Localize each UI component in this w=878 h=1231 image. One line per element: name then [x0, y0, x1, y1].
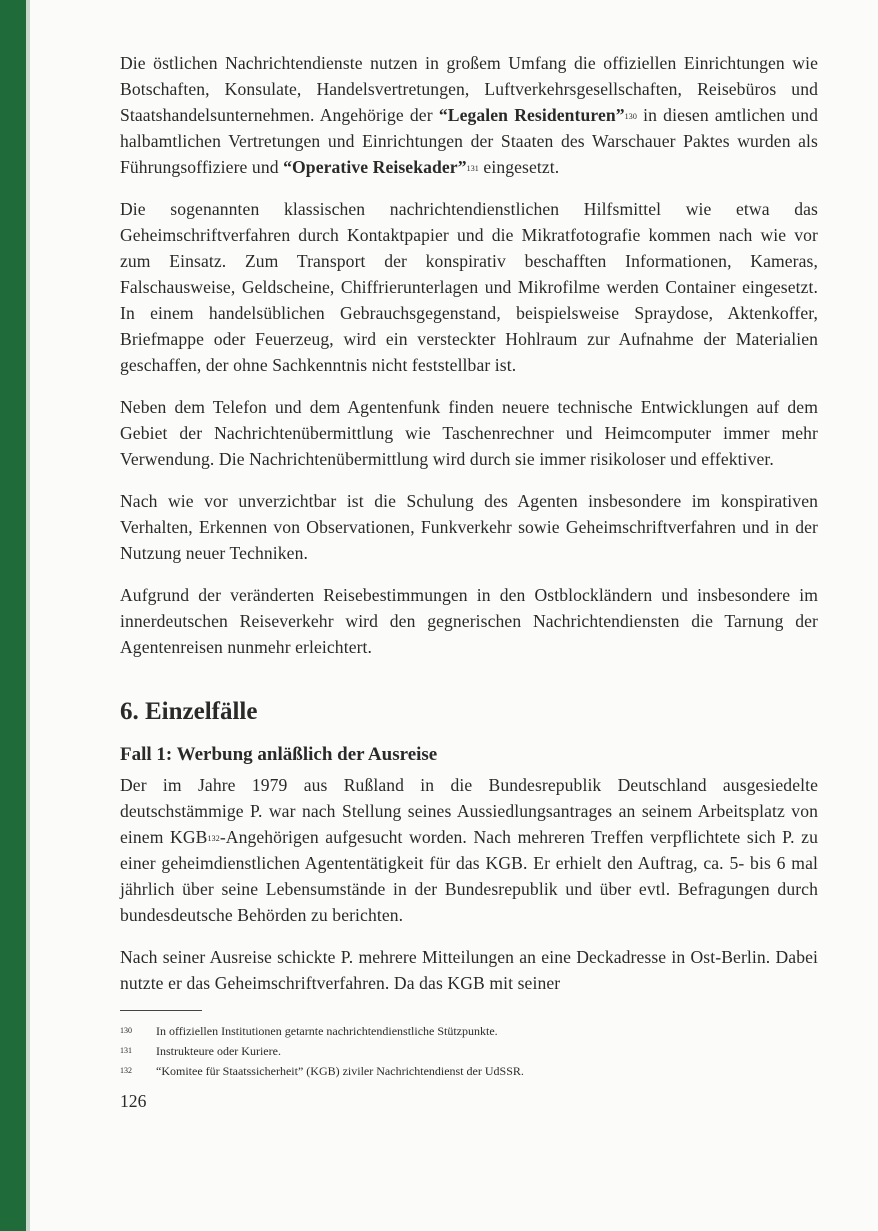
footnote	[120, 1041, 818, 1061]
case-paragraph-1-text-2: -Angehörigen aufgesucht worden. Nach mehreren Treffen verpflichtete sich P. zu einer geheimdienstlichen Agententätigkeit für das KGB. Er erhielt den Auftrag, ca. 5- bis 6 mal jährlich über seine Lebensumstände in der Bundesrepublik und über evtl. Befragungen durch bundesdeutsche Behörden zu berichten.	[120, 827, 818, 925]
footnote	[120, 1021, 818, 1041]
footnote-ref-132: 132	[207, 834, 220, 843]
document-page	[120, 50, 818, 1112]
paragraph-1-text-2: in diesen amtlichen und halbamtlichen Vertretungen und Einrichtungen der Staaten des Warschauer Paktes wurden als Führungsoffiziere und	[120, 105, 819, 177]
footnote-divider	[120, 1010, 202, 1011]
term-operative-reisekader: “Operative Reisekader”	[283, 157, 467, 177]
case-paragraph-2: Nach seiner Ausreise schickte P. mehrere Mitteilungen an eine Deckadresse in Ost-Berlin. Dabei nutzte er das Geheimschriftverfahren. Da das KGB mit seiner	[120, 947, 818, 993]
footnote-number: 131	[120, 1046, 132, 1055]
footnote-number: 132	[120, 1066, 132, 1075]
paragraph-2: Die sogenannten klassischen nachrichtendienstlichen Hilfsmittel wie etwa das Geheimschriftverfahren durch Kontaktpapier und die Mikratfotografie kommen nach wie vor zum Einsatz. Zum Transport der konspirativ beschafften Informationen, Kameras, Falschausweise, Geldscheine, Chiffrierunterlagen und Mikrofilme werden Container eingesetzt. In einem handelsüblichen Gebrauchsgegenstand, beispielsweise Spraydose, Aktenkoffer, Briefmappe oder Feuerzeug, wird ein versteckter Hohlraum zur Aufnahme der Materialien geschaffen, der ohne Sachkenntnis nicht feststellbar ist.	[120, 199, 818, 375]
paragraph-3: Neben dem Telefon und dem Agentenfunk finden neuere technische Entwicklungen auf dem Gebiet der Nachrichtenübermittlung wie Taschenrechner und Heimcomputer immer mehr Verwendung. Die Nachrichtenübermittlung wird durch sie immer risikoloser und effektiver.	[120, 397, 818, 469]
case-heading: Fall 1: Werbung anläßlich der Ausreise	[120, 744, 438, 765]
footnotes	[120, 1021, 818, 1081]
term-legale-residenturen: “Legalen Residenturen”	[438, 105, 625, 125]
page-number: 126	[120, 1091, 147, 1111]
footnote-ref-130: 130	[624, 112, 637, 121]
footnote-text: “Komitee für Staatssicherheit” (KGB) ziviler Nachrichtendienst der UdSSR.	[156, 1064, 524, 1078]
paragraph-1-text-3: eingesetzt.	[478, 157, 560, 177]
paragraph-5: Aufgrund der veränderten Reisebestimmungen in den Ostblockländern und insbesondere im innerdeutschen Reiseverkehr wird den gegnerischen Nachrichtendiensten die Tarnung der Agentenreisen nunmehr erleichtert.	[120, 585, 818, 657]
paragraph-4: Nach wie vor unverzichtbar ist die Schulung des Agenten insbesondere im konspirativen Verhalten, Erkennen von Observationen, Funkverkehr sowie Geheimschriftverfahren und in der Nutzung neuer Techniken.	[120, 491, 818, 563]
page-edge-bar	[0, 0, 26, 1231]
case-paragraph-1	[120, 772, 818, 928]
paragraph-1-text-1: Die östlichen Nachrichtendienste nutzen in großem Umfang die offiziellen Einrichtungen wie Botschaften, Konsulate, Handelsvertretungen, Luftverkehrsgesellschaften, Reisebüros und Staatshandelsunternehmen. Angehörige der	[120, 53, 818, 125]
footnote	[120, 1061, 818, 1081]
footnote-text: In offiziellen Institutionen getarnte nachrichtendienstliche Stützpunkte.	[156, 1024, 498, 1038]
footnote-ref-131: 131	[466, 164, 479, 173]
footnote-text: Instrukteure oder Kuriere.	[156, 1044, 281, 1058]
paragraph-1	[120, 50, 818, 180]
section-heading: 6. Einzelfälle	[120, 698, 258, 725]
case-paragraph-1-text-1: Der im Jahre 1979 aus Rußland in die Bundesrepublik Deutschland ausgesiedelte deutschstämmige P. war nach Stellung seines Aussiedlungsantrages an seinem Arbeitsplatz von einem KGB	[120, 775, 818, 847]
footnote-number: 130	[120, 1026, 132, 1035]
